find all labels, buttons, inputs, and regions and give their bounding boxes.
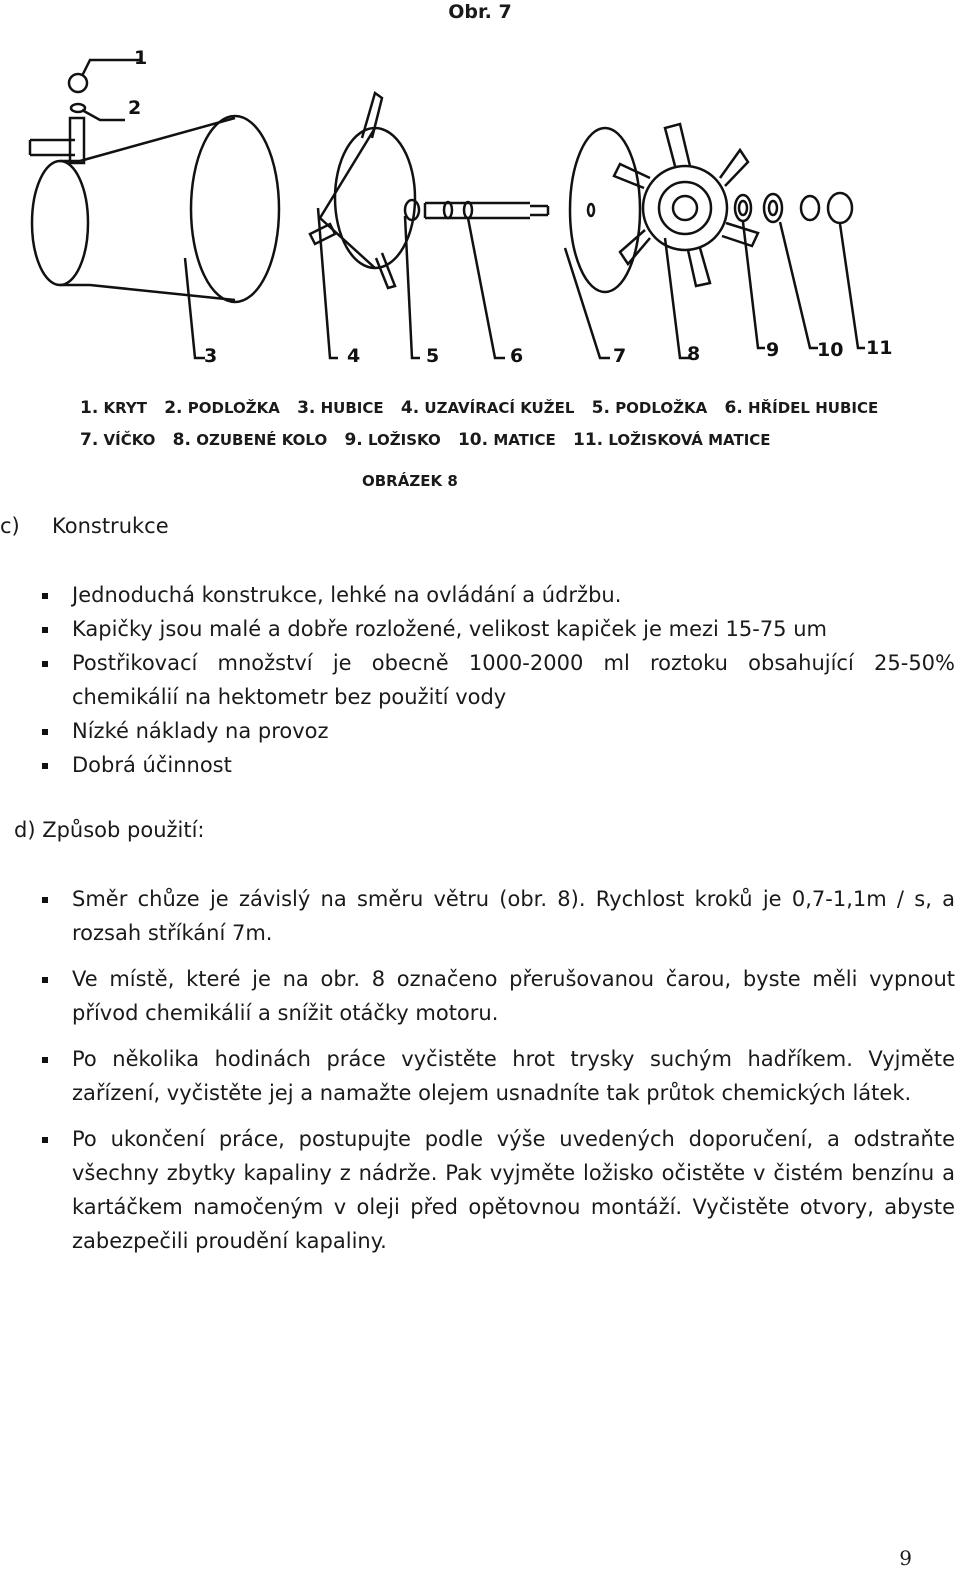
legend-item: 9. LOŽISKO (344, 430, 441, 450)
nozzle-exploded-view (20, 38, 940, 378)
page-number: 9 (899, 1546, 912, 1570)
section-c-title: Konstrukce (52, 514, 169, 538)
closing-cone (335, 128, 415, 268)
legend-item: 3. HUBICE (297, 398, 384, 418)
callout-6: 6 (510, 345, 524, 367)
legend-item: 6. HŘÍDEL HUBICE (724, 398, 879, 418)
list-item: Jednoduchá konstrukce, lehké na ovládání a údržbu. (0, 578, 955, 612)
cap-part (69, 74, 87, 92)
legend-item: 7. VÍČKO (80, 430, 156, 450)
callout-11: 11 (866, 337, 893, 359)
callout-10: 10 (817, 339, 844, 361)
legend-item: 10. MATICE (457, 430, 556, 450)
list-item: Dobrá účinnost (0, 748, 955, 782)
figure-top-title: Obr. 7 (448, 1, 512, 23)
legend-item: 5. PODLOŽKA (591, 398, 708, 418)
legend-item: 8. OZUBENÉ KOLO (172, 430, 328, 450)
washer-5 (405, 200, 419, 220)
callout-7: 7 (613, 345, 627, 367)
legend-item: 11. LOŽISKOVÁ MATICE (573, 430, 771, 450)
section-c-heading (0, 514, 169, 538)
bearing-nut-11 (828, 193, 852, 223)
callout-4: 4 (347, 345, 361, 367)
nozzle-cone-rim (191, 116, 279, 302)
callout-5: 5 (426, 345, 440, 367)
callout-2: 2 (128, 97, 142, 119)
callout-3: 3 (204, 345, 218, 367)
nozzle-shaft (425, 203, 530, 218)
list-item: Směr chůze je závislý na směru větru (obr. 8). Rychlost kroků je 0,7-1,1m / s, a rozsah stříkání 7m. (0, 882, 955, 950)
usage-list (0, 882, 955, 1270)
list-item: Po několika hodinách práce vyčistěte hrot trysky suchým hadříkem. Vyjměte zařízení, vyčistěte jej a namažte olejem usnadníte tak průtok chemických látek. (0, 1042, 955, 1110)
legend-item: 4. UZAVÍRACÍ KUŽEL (400, 398, 575, 418)
list-item: Ve místě, které je na obr. 8 označeno přerušovanou čarou, byste měli vypnout přívod chemikálií a snížit otáčky motoru. (0, 962, 955, 1030)
section-c-letter: c) (0, 514, 20, 538)
list-item: Kapičky jsou malé a dobře rozložené, velikost kapiček je mezi 15-75 um (0, 612, 955, 646)
housing-rear (32, 161, 88, 285)
legend-item: 1. KRYT (80, 398, 147, 418)
lid-disc (570, 128, 640, 292)
inlet-pipe (30, 140, 75, 155)
list-item: Nízké náklady na provoz (0, 714, 955, 748)
callout-8: 8 (687, 343, 701, 365)
bearing-9 (735, 195, 751, 221)
callout-1: 1 (134, 47, 148, 69)
section-d-heading: d) Způsob použití: (14, 818, 205, 842)
nut-10 (764, 194, 782, 222)
parts-legend-row-2 (80, 430, 783, 450)
exploded-diagram (20, 38, 940, 378)
parts-legend-row-1 (80, 398, 890, 418)
list-item: Postřikovací množství je obecně 1000-2000 ml roztoku obsahující 25-50% chemikálií na hektometr bez použití vody (0, 646, 955, 714)
construction-list (0, 578, 955, 782)
figure-caption: OBRÁZEK 8 (362, 472, 458, 490)
legend-item: 2. PODLOŽKA (164, 398, 280, 418)
list-item: Po ukončení práce, postupujte podle výše uvedených doporučení, a odstraňte všechny zbytky kapaliny z nádrže. Pak vyjměte ložisko očistěte v čistém benzínu a kartáčkem namočeným v oleji před opětovnou montáží. Vyčistěte otvory, abyste zabezpečili proudění kapaliny. (0, 1122, 955, 1258)
callout-9: 9 (766, 339, 780, 361)
